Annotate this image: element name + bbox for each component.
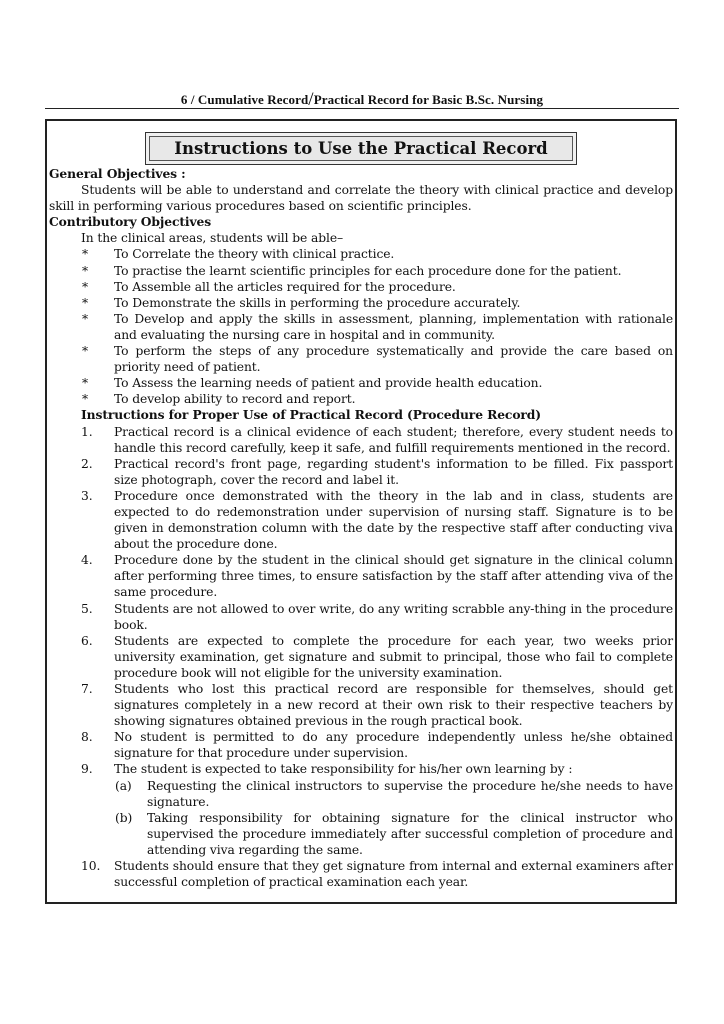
- document-body: [49, 166, 673, 890]
- list-item-text: To Demonstrate the skills in performing the procedure accurately.: [114, 295, 521, 310]
- list-item-text: To Assemble all the articles required for the procedure.: [114, 279, 456, 294]
- item-number: 5.: [81, 601, 93, 616]
- bullet-mark: *: [82, 392, 89, 407]
- title-box: [145, 132, 577, 165]
- list-item: [49, 311, 673, 343]
- item-text: Practical record is a clinical evidence of each student; therefore, every student needs to handle this record carefully, keep it safe, and fulfill requirements mentioned in the record.: [114, 424, 673, 455]
- item-number: 3.: [81, 488, 93, 503]
- sub-item-text: Taking responsibility for obtaining signature for the clinical instructor who supervised the procedure immediately after successful completion of procedure and attending viva regarding the same.: [147, 810, 673, 857]
- numbered-item: [49, 601, 673, 633]
- list-item-text: To practise the learnt scientific principles for each procedure done for the patient.: [114, 263, 622, 278]
- list-item: [49, 279, 673, 295]
- item-number: 2.: [81, 456, 93, 471]
- general-objectives-text: Students will be able to understand and correlate the theory with clinical practice and develop skill in performing various procedures based on scientific principles.: [49, 183, 673, 214]
- item-number: 1.: [81, 424, 93, 439]
- list-item: [49, 375, 673, 391]
- numbered-item: [49, 858, 673, 890]
- list-item: [49, 391, 673, 407]
- header-slash: /: [308, 89, 314, 110]
- bullet-mark: *: [82, 279, 89, 294]
- item-number: 6.: [81, 633, 93, 648]
- bullet-mark: *: [82, 311, 89, 326]
- list-item-text: To develop ability to record and report.: [114, 392, 356, 407]
- header-left-text: / Cumulative Record: [187, 92, 309, 107]
- bullet-mark: *: [82, 247, 89, 262]
- numbered-item: [49, 761, 673, 777]
- instructions-heading: Instructions for Proper Use of Practical Record (Procedure Record): [81, 407, 542, 423]
- item-number: 7.: [81, 682, 93, 696]
- list-item: [49, 295, 673, 311]
- item-text: Procedure once demonstrated with the theory in the lab and in class, students are expected to do redemonstration under supervision of nursing staff. Signature is to be given in demonstration column with the date by the respective staff after conducting viva about the procedure done.: [114, 488, 673, 552]
- numbered-item: [49, 424, 673, 456]
- item-text: Students are expected to complete the procedure for each year, two weeks prior university examination, get signature and submit to principal, those who fail to complete procedure book will not eligible for the university examination.: [114, 633, 673, 680]
- item-number: 10.: [81, 859, 101, 874]
- numbered-item: [49, 456, 673, 488]
- list-item-text: To Correlate the theory with clinical practice.: [114, 247, 395, 262]
- item-number: 9.: [81, 762, 93, 777]
- item-text: Procedure done by the student in the clinical should get signature in the clinical column after performing three times, to ensure satisfaction by the staff after attending viva of the same procedure.: [114, 553, 673, 600]
- contributory-intro: In the clinical areas, students will be able–: [81, 231, 344, 246]
- page-title: Instructions to Use the Practical Record: [149, 136, 573, 161]
- numbered-item: [49, 681, 673, 729]
- page-number: 6: [180, 92, 188, 107]
- item-text: Students who lost this practical record are responsible for themselves, should get signatures completely in a new record at their own risk to their respective teachers by showing signatures obtained previous in the rough practical book.: [114, 682, 673, 729]
- list-item-text: To Assess the learning needs of patient and provide health education.: [114, 376, 543, 391]
- item-text: Practical record's front page, regarding student's information to be filled. Fix passport size photograph, cover the record and label it.: [114, 456, 673, 487]
- item-number: 4.: [81, 553, 93, 568]
- bullet-mark: *: [82, 344, 89, 359]
- sub-item-mark: (a): [115, 778, 132, 793]
- bullet-mark: *: [82, 263, 89, 278]
- header-right-text: Practical Record for Basic B.Sc. Nursing: [313, 92, 544, 107]
- sub-item-text: Requesting the clinical instructors to supervise the procedure he/she needs to have signature.: [147, 778, 673, 809]
- sub-item: [49, 810, 673, 858]
- bullet-mark: *: [82, 376, 89, 391]
- header-rule: [45, 108, 679, 109]
- item-text: Students are not allowed to over write, do any writing scrabble any-thing in the procedure book.: [114, 601, 673, 632]
- general-objectives-heading: General Objectives :: [49, 166, 186, 181]
- numbered-item: [49, 552, 673, 600]
- list-item: [49, 246, 673, 262]
- numbered-item: [49, 633, 673, 681]
- item-text: Students should ensure that they get signature from internal and external examiners after successful completion of practical examination each year.: [114, 859, 673, 890]
- item-text: No student is permitted to do any procedure independently unless he/she obtained signature for that procedure under supervision.: [114, 730, 673, 761]
- bullet-mark: *: [82, 295, 89, 310]
- sub-item-mark: (b): [115, 810, 133, 825]
- numbered-item: [49, 488, 673, 552]
- list-item-text: To perform the steps of any procedure systematically and provide the care based on priority need of patient.: [114, 344, 673, 375]
- item-number: 8.: [81, 730, 93, 745]
- item-text: The student is expected to take responsibility for his/her own learning by :: [114, 762, 573, 777]
- list-item: [49, 343, 673, 375]
- contributory-objectives-heading: Contributory Objectives: [49, 214, 212, 230]
- list-item: [49, 263, 673, 279]
- list-item-text: To Develop and apply the skills in assessment, planning, implementation with rationale and evaluating the nursing care in hospital and in community.: [114, 311, 673, 342]
- sub-item: [49, 778, 673, 810]
- numbered-item: [49, 729, 673, 761]
